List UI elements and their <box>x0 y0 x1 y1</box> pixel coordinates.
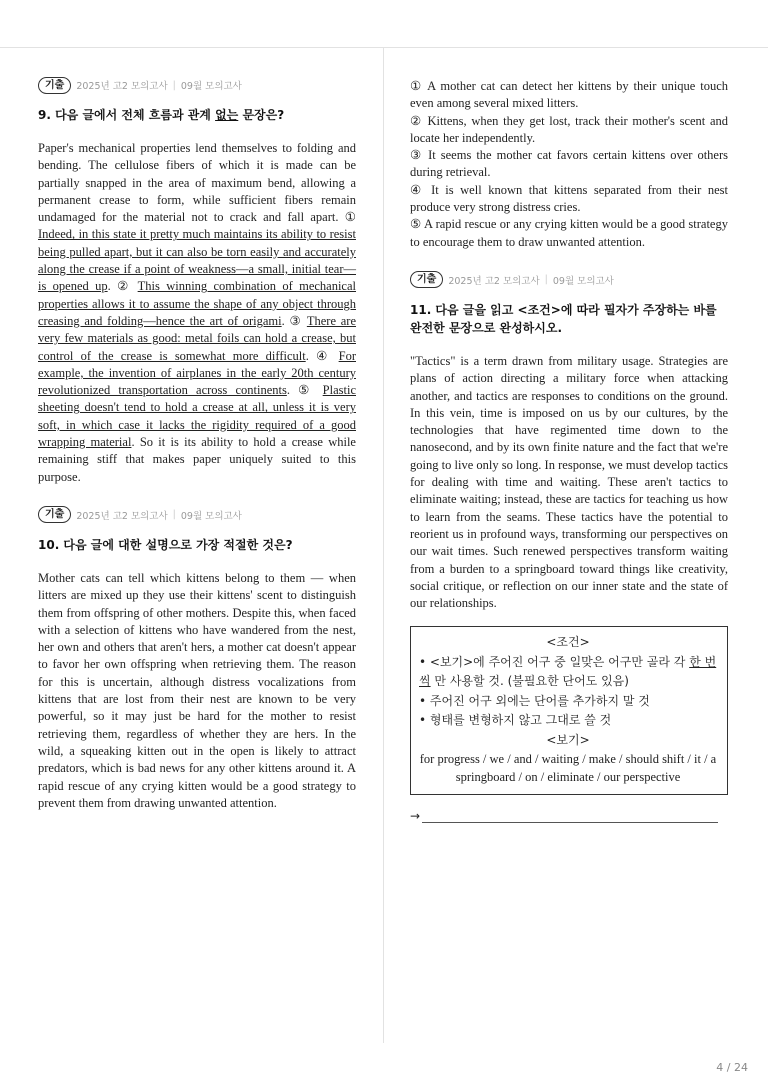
q9-source-exam: 2025년 고2 모의고사 <box>76 81 168 92</box>
q9-marker-4: ④ <box>316 348 332 363</box>
q11-condition-3: • 형태를 변형하지 않고 그대로 쓸 것 <box>419 713 612 728</box>
q11-word-list: for progress / we / and / waiting / make / should shift / it / a springboard / on / eliminate / our perspective <box>419 752 717 785</box>
left-column <box>38 76 356 812</box>
q9-title: 9. 다음 글에서 전체 흐름과 관계 없는 문장은? <box>38 108 285 122</box>
q11-tag-badge: 기출 <box>410 271 443 288</box>
q10-option-3[interactable]: ③ It seems the mother cat favors certain kittens over others during retrieval. <box>410 148 728 180</box>
q10-source-month: 09월 모의고사 <box>180 510 242 522</box>
q11-source-exam: 2025년 고2 모의고사 <box>448 275 540 287</box>
q9-source-month: 09월 모의고사 <box>180 81 242 92</box>
q9-sentence-1: Indeed, in this state it pretty much maintains its ability to resist being pulled apart, but it can also be torn easily and accurately along the crease if a point of weakness—a small, initial tear—is opened up <box>38 227 356 294</box>
right-column <box>410 78 728 823</box>
q9-tag-badge: 기출 <box>38 77 71 94</box>
q11-condition-2: • 주어진 어구 외에는 단어를 추가하지 말 것 <box>419 693 650 708</box>
arrow-icon: → <box>410 809 421 824</box>
q9-sentence-5: Plastic sheeting doesn't tend to hold a crease at all, unless it is very soft, in which case it lacks the rigidity required of a good wrapping material <box>38 383 356 450</box>
q10-source-separator: | <box>172 509 176 521</box>
q11-source-separator: | <box>544 274 548 286</box>
q10-option-4[interactable]: ④ It is well known that kittens separated from their nest produce very strong distress cries. <box>410 182 728 215</box>
q10-option-2[interactable]: ② Kittens, when they get lost, track their mother's scent and locate her independently. <box>410 113 728 145</box>
q10-passage: Mother cats can tell which kittens belong to them — when litters are mixed up they use their kittens' scent to distinguish them from offspring of other mothers. Despite this, when faced with a selection of kittens who have wandered from the nest, her own and others that aren't hers, a mother cat doesn't appear to favor her own offspring when retrieving them. The reason for this is uncertain, although distress vocalizations from kittens that are lost from their nest are known to be very powerful, so it may just be hard for the mother to resist retrieving them, regardless of whether they are hers. In the wild, a squeaking kitten out in the open is likely to attract predators, which is bad news for any other kittens around it. A rapid rescue of any crying kitten would be a good strategy to prevent them from drawing unwanted attention. <box>38 570 356 810</box>
q11-condition-header: <조건> <box>546 635 590 650</box>
q11-condition-box <box>410 626 728 795</box>
q11-passage: "Tactics" is a term drawn from military usage. Strategies are plans of action directing a military force when attacking another, and tactics are responses to conditions on the ground. In this vein, time is imposed on us by our cultures, by the technologies that have regimented time down to the nanosecond, and by its own finite nature and the fact that we're going to live only so long. In response, we must develop tactics for dealing with time and waiting. These aren't tactics to eliminate waiting; instead, these are tactics for teaching us how to learn from the seams. These tactics have the potential to reorient us in profound ways, transforming our perspectives on our wait times. Such renewed perspectives transform waiting from a burden to a springboard toward things like creativity, social critique, or reflection on our inner state and the state of our relationships. <box>410 353 728 611</box>
q11-source-row <box>410 271 728 289</box>
q9-sentence-3: There are very few materials as good: metal foils can hold a crease, but control of the crease is somewhat more difficult <box>38 313 357 363</box>
q9-sentence-4: For example, the invention of airplanes in the early 20th century revolutionized transportation across continents <box>38 348 356 398</box>
q11-condition-1: • <보기>에 주어진 어구 중 일맞은 어구만 골라 각 한 번씩 만 사용할 것. (불필요한 단어도 있음) <box>419 654 717 689</box>
q10-tag-badge: 기출 <box>38 506 71 523</box>
q11-title: 11. 다음 글을 읽고 <조건>에 따라 필자가 주장하는 바를 완전한 문장으로 완성하시오. <box>410 302 717 335</box>
q11-answer-blank[interactable] <box>422 812 718 823</box>
q9-marker-1: ① <box>344 210 356 225</box>
q11-answer-line[interactable] <box>410 809 728 823</box>
column-divider <box>383 48 384 1043</box>
q9-marker-5: ⑤ <box>298 383 315 398</box>
q9-marker-2: ② <box>117 279 132 294</box>
q9-marker-3: ③ <box>289 313 303 328</box>
top-rule <box>0 47 768 48</box>
q11-source-month: 09월 모의고사 <box>552 275 614 287</box>
q10-source-exam: 2025년 고2 모의고사 <box>76 510 168 522</box>
q10-option-1[interactable]: ① A mother cat can detect her kittens by their unique touch even among several mixed litters. <box>410 79 728 111</box>
q10-title: 10. 다음 글에 대한 설명으로 가장 적절한 것은? <box>38 537 293 552</box>
page-number: 4 / 24 <box>716 1061 748 1074</box>
q9-sentence-2: This winning combination of mechanical properties allows it to assume the shape of any object through creasing and folding—hence the art of origami <box>38 279 357 328</box>
q9-source-separator: | <box>172 79 176 91</box>
q9-source-row <box>38 76 356 94</box>
q11-word-box-header: <보기> <box>546 732 590 747</box>
q9-passage: Paper's mechanical properties lend themselves to folding and bending. The cellulose fibers of which it is made can be partially snapped in the area of maximum bend, allowing a permanent crease to form, while sufficient fibers remain undamaged for the material not to crack and fall apart. ① Indeed, in this state it pretty much maintains its ability to resist being pulled apart, but it can also be torn easily and accurately along the crease if a point of weakness—a small, initial tear—is opened up. ② This winning combination of mechanical properties allows it to assume the shape of any object through creasing and folding—hence the art of origami. ③ There are very few materials as good: metal foils can hold a crease, but control of the crease is somewhat more difficult. ④ For example, the invention of airplanes in the early 20th century revolutionized transportation across continents. ⑤ Plastic sheeting doesn't tend to hold a crease at all, unless it is very soft, in which case it lacks the rigidity required of a good wrapping material. So it is its ability to hold a crease while remaining stiff that makes paper uniquely suited to this purpose. <box>38 141 357 484</box>
q10-source-row <box>38 506 356 524</box>
q10-option-5[interactable]: ⑤ A rapid rescue or any crying kitten would be a good strategy to encourage them to draw unwanted attention. <box>410 217 728 249</box>
